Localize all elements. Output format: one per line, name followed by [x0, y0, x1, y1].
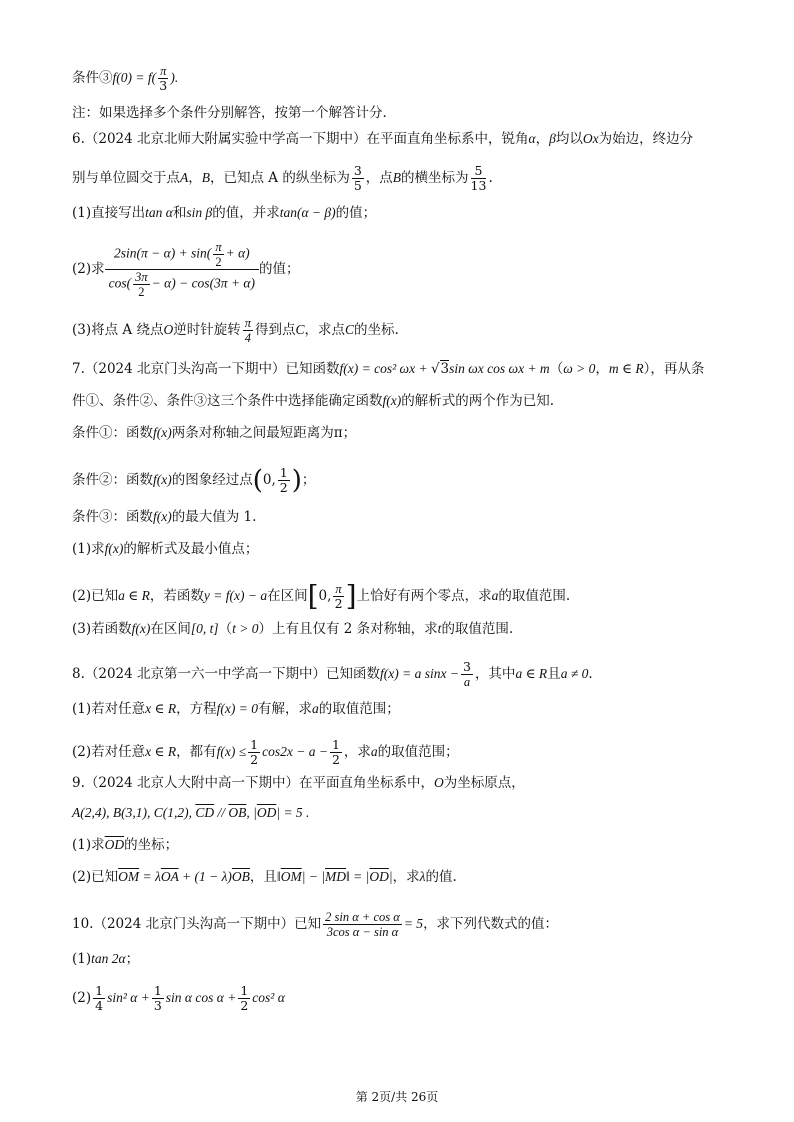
- q8-part2: (2)若对任意x ∈ R，都有f(x) ≤ $\frac{1}{2}$ cos2x − a − $\frac{1}{2}$ ，求a的取值范围；: [72, 737, 459, 767]
- text: 条件③: [72, 70, 113, 86]
- q7-condition2: 条件②：函数f(x)的图象经过点(0, $\frac{1}{2}$ )；: [72, 465, 316, 496]
- q10-part1: (1)tan 2α；: [72, 951, 140, 967]
- math: f(0) = f(: [112, 70, 157, 85]
- q6-stem-line2: 别与单位圆交于点A，B，已知点 A 的纵坐标为 $\frac{3}{5}$ ，点B的横坐标为 $\frac{5}{13}$ .: [72, 163, 493, 193]
- q7-stem-line2: 件①、条件②、条件③这三个条件中选择能确定函数f(x)的解析式的两个作为已知.: [72, 393, 555, 409]
- q10-part2: (2) $\frac{1}{4}$ sin² α + $\frac{1}{3}$ sin α cos α + $\frac{1}{2}$ cos² α: [72, 983, 285, 1013]
- q7-stem-line1: 7.（2024 北京门头沟高一下期中）已知函数f(x) = cos² ωx + √3sin ωx cos ωx + m（ω > 0，m ∈ R），再从条: [72, 361, 705, 377]
- q6-part3: (3)将点 A 绕点O逆时针旋转 $\frac{\pi}{4}$ 得到点C，求点C的坐标.: [72, 316, 399, 345]
- q7-condition3: 条件③：函数f(x)的最大值为 1.: [72, 509, 257, 525]
- q7-part2: (2)已知a ∈ R，若函数y = f(x) − a在区间[0, $\frac{\pi}{2}$ ]上恰好有两个零点，求a的取值范围.: [72, 579, 571, 613]
- q7-part3: (3)若函数f(x)在区间[0, t]（t > 0）上有且仅有 2 条对称轴，求t的取值范围.: [72, 621, 514, 637]
- math: ).: [170, 70, 179, 85]
- big-fraction: 2sin(π − α) + sin( $\frac{\pi}{2}$ + α) cos( $\frac{3\pi}{2}$ − α) − cos(3π + α): [105, 240, 259, 299]
- page-footer: 第 2页/共 26页: [355, 1090, 439, 1104]
- q9-part2: (2)已知$\overline{OM} = \lambda\overline{OA} + (1 - \lambda)\overline{OB}$，且$‖\overline{OM}|$ − $|\overline{MD}‖ = |\overline{OD}|$，求λ的值.: [72, 869, 457, 885]
- q8-stem: 8.（2024 北京第一六一中学高一下期中）已知函数f(x) = a sinx − $\frac{3}{a}$ ，其中a ∈ R且a ≠ 0.: [72, 659, 593, 689]
- q10-stem: 10.（2024 北京门头沟高一下期中）已知 $\frac{\text{2 sin α + cos α}}{\text{3cos α − sin α}}$ = 5，求下列代数式的值：: [72, 910, 559, 939]
- q7-condition1: 条件①：函数f(x)两条对称轴之间最短距离为π；: [72, 425, 357, 441]
- q6-part2: (2)求 2sin(π − α) + sin( $\frac{\pi}{2}$ + α) cos( $\frac{3\pi}{2}$ − α) − cos(3π + α) 的值；: [72, 240, 300, 299]
- q7-part1: (1)求f(x)的解析式及最小值点；: [72, 541, 259, 557]
- fraction: $\frac{\pi}{3}$: [159, 64, 168, 93]
- condition-3-line: [72, 64, 178, 93]
- note-line: 注：如果选择多个条件分别解答，按第一个解答计分.: [72, 105, 387, 121]
- q6-stem-line1: 6.（2024 北京北师大附属实验中学高一下期中）在平面直角坐标系中，锐角α，β均以Ox为始边，终边分: [72, 131, 694, 147]
- q8-part1: (1)若对任意x ∈ R，方程f(x) = 0有解，求a的取值范围；: [72, 701, 400, 717]
- q9-part1: (1)求$\overline{OD}$的坐标；: [72, 837, 179, 853]
- q6-part1: (1)直接写出tan α和sin β的值，并求tan(α − β)的值；: [72, 205, 377, 221]
- q9-stem-line2: A(2,4), B(3,1), C(1,2), $\overline{CD} // \overline{OB}$, $|\overline{OD}| = 5$ .: [72, 805, 310, 820]
- q9-stem-line1: 9.（2024 北京人大附中高一下期中）在平面直角坐标系中，O为坐标原点，: [72, 775, 525, 791]
